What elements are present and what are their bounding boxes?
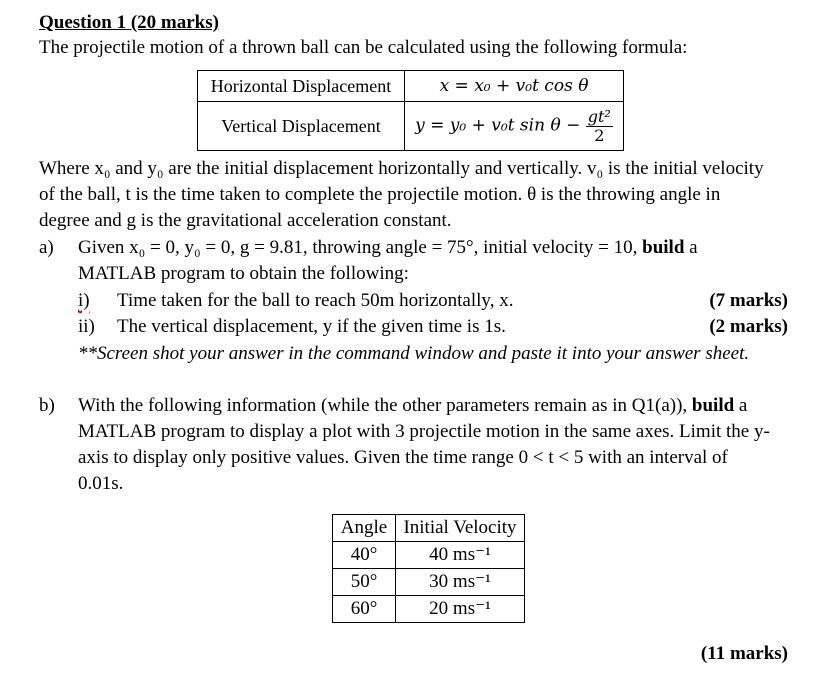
item-ii-marks: (2 marks): [709, 316, 788, 337]
item-ii-num: ii): [78, 316, 95, 337]
part-b-line-1-pre: With the following information (while the other parameters remain as in Q1(a)),: [78, 395, 692, 416]
velocity-cell: 30 ms⁻¹: [396, 569, 525, 596]
velocity-table: [332, 514, 525, 623]
angle-cell: 50°: [333, 569, 396, 596]
equation-lead: y = y₀ + v₀t sin θ −: [415, 115, 581, 136]
part-b-build: build: [691, 395, 735, 416]
fraction-numerator: gt²: [587, 106, 611, 126]
part-a-line-1: [78, 235, 791, 261]
table-row: [333, 596, 525, 623]
where-line-2: of the ball, t is the time taken to complete the projectile motion. θ is the throwing angle in: [39, 184, 721, 205]
part-b-line-1: [78, 393, 791, 419]
question-title: Question 1 (20 marks): [39, 12, 219, 33]
part-a-line-2: MATLAB program to obtain the following:: [78, 263, 409, 284]
formula-row-horizontal: [198, 71, 624, 102]
formula-equation-horizontal: x = x₀ + v₀t cos θ: [405, 71, 624, 102]
part-a-label: a): [39, 237, 54, 258]
question-intro: The projectile motion of a thrown ball can be calculated using the following formula:: [39, 37, 688, 58]
formula-table: [197, 70, 624, 151]
velocity-cell: 40 ms⁻¹: [396, 542, 525, 569]
screenshot-note: **Screen shot your answer in the command window and paste it into your answer sheet.: [78, 343, 750, 364]
velocity-cell: 20 ms⁻¹: [396, 596, 525, 623]
formula-equation-vertical: [405, 102, 624, 151]
part-b-line-1-post: a: [734, 395, 748, 416]
table-row: [333, 569, 525, 596]
angle-cell: 40°: [333, 542, 396, 569]
angle-cell: 60°: [333, 596, 396, 623]
item-i-text: Time taken for the ball to reach 50m horizontally, x.: [117, 290, 514, 311]
where-line-1: Where x₀ and y₀ are the initial displacement horizontally and vertically. v₀ is the initial velocity: [39, 158, 764, 179]
where-line-3: degree and g is the gravitational acceleration constant.: [39, 210, 452, 231]
velocity-table-header: [333, 515, 525, 542]
part-a-line-1-post: a: [684, 237, 698, 258]
header-initial-velocity: Initial Velocity: [396, 515, 525, 542]
part-b-line-3: axis to display only positive values. Given the time range 0 < t < 5 with an interval of: [78, 447, 728, 468]
formula-row-vertical: [198, 102, 624, 151]
item-i-num: i): [78, 290, 90, 311]
table-row: [333, 542, 525, 569]
item-i-marks: (7 marks): [709, 290, 788, 311]
fraction-denominator: 2: [594, 125, 605, 145]
total-marks: (11 marks): [700, 643, 788, 664]
part-b-line-2: MATLAB program to display a plot with 3 projectile motion in the same axes. Limit the y-: [78, 421, 770, 442]
formula-label-horizontal: Horizontal Displacement: [198, 71, 405, 102]
header-angle: Angle: [333, 515, 396, 542]
equation-fraction: [586, 108, 613, 144]
part-b-label: b): [39, 395, 55, 416]
formula-label-vertical: Vertical Displacement: [198, 102, 405, 151]
part-a-build: build: [642, 237, 685, 258]
item-ii-text: The vertical displacement, y if the given time is 1s.: [117, 316, 506, 337]
part-a-line-1-pre: Given x₀ = 0, y₀ = 0, g = 9.81, throwing angle = 75°, initial velocity = 10,: [78, 237, 643, 258]
part-b-line-4: 0.01s.: [78, 473, 124, 494]
